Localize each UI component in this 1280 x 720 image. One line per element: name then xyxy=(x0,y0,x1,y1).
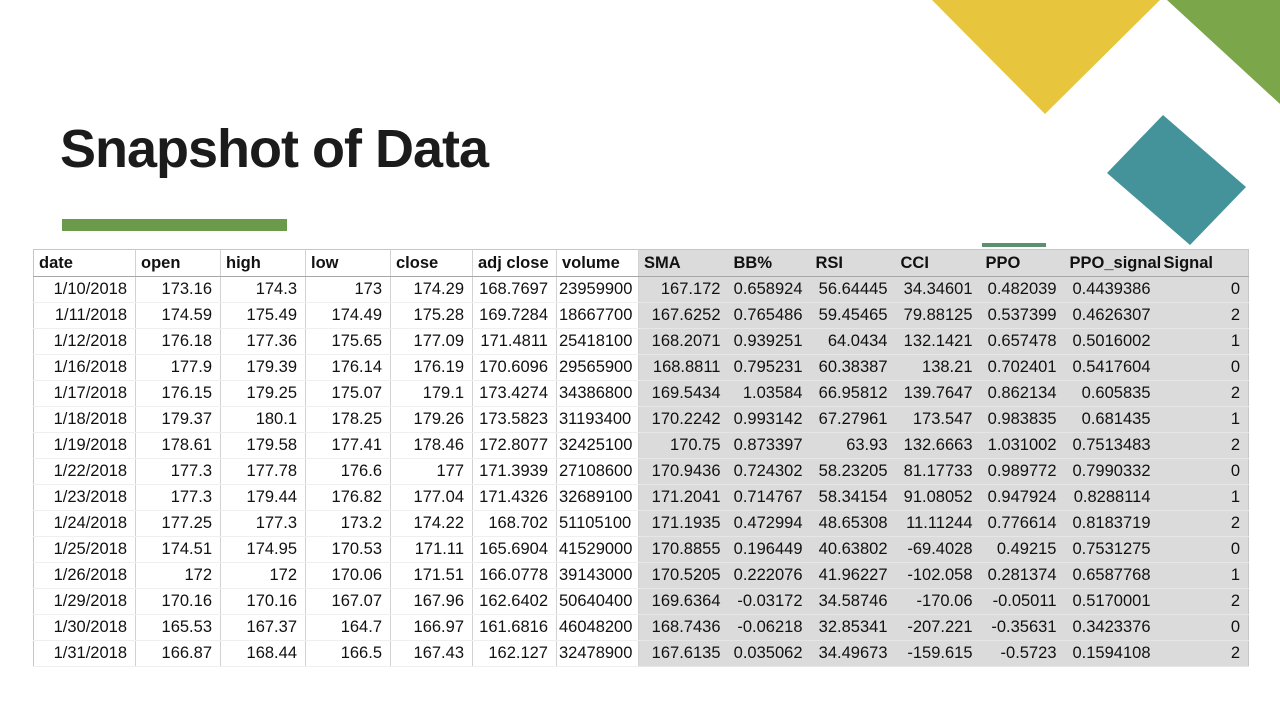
green-corner-shape xyxy=(1167,0,1280,104)
table-cell: 39143000 xyxy=(557,563,639,589)
table-cell: 0 xyxy=(1159,537,1249,563)
table-cell: -102.058 xyxy=(896,563,981,589)
table-cell: 170.9436 xyxy=(639,459,729,485)
table-cell: 0.681435 xyxy=(1065,407,1159,433)
table-cell: 174.51 xyxy=(136,537,221,563)
slide-title: Snapshot of Data xyxy=(60,119,489,179)
column-header-rsi: RSI xyxy=(811,250,896,277)
table-cell: 1/16/2018 xyxy=(34,355,136,381)
table-cell: 171.2041 xyxy=(639,485,729,511)
table-cell: 171.1935 xyxy=(639,511,729,537)
table-cell: 167.172 xyxy=(639,277,729,303)
table-cell: 173.2 xyxy=(306,511,391,537)
table-cell: 168.7697 xyxy=(473,277,557,303)
table-cell: 0.8183719 xyxy=(1065,511,1159,537)
table-cell: 1/26/2018 xyxy=(34,563,136,589)
table-cell: 175.65 xyxy=(306,329,391,355)
table-cell: 41.96227 xyxy=(811,563,896,589)
table-cell: 0.281374 xyxy=(981,563,1065,589)
table-cell: 177.36 xyxy=(221,329,306,355)
table-cell: 1/19/2018 xyxy=(34,433,136,459)
table-cell: 180.1 xyxy=(221,407,306,433)
table-cell: 0.993142 xyxy=(729,407,811,433)
table-cell: 132.1421 xyxy=(896,329,981,355)
table-cell: 1 xyxy=(1159,407,1249,433)
table-cell: 168.702 xyxy=(473,511,557,537)
table-cell: 32425100 xyxy=(557,433,639,459)
column-header-signal: Signal xyxy=(1159,250,1249,277)
table-cell: 170.2242 xyxy=(639,407,729,433)
table-cell: 167.6135 xyxy=(639,641,729,667)
table-cell: 2 xyxy=(1159,589,1249,615)
table-row xyxy=(34,355,1249,381)
table-cell: 169.6364 xyxy=(639,589,729,615)
table-cell: 138.21 xyxy=(896,355,981,381)
table-cell: 166.97 xyxy=(391,615,473,641)
table-cell: 1/25/2018 xyxy=(34,537,136,563)
table-cell: 25418100 xyxy=(557,329,639,355)
table-cell: 164.7 xyxy=(306,615,391,641)
column-header-bb-: BB% xyxy=(729,250,811,277)
table-cell: 170.06 xyxy=(306,563,391,589)
table-cell: 0.7990332 xyxy=(1065,459,1159,485)
table-cell: 0.035062 xyxy=(729,641,811,667)
table-cell: 1 xyxy=(1159,563,1249,589)
table-cell: -207.221 xyxy=(896,615,981,641)
table-cell: 0.49215 xyxy=(981,537,1065,563)
table-cell: 167.37 xyxy=(221,615,306,641)
data-table xyxy=(33,249,1249,667)
table-cell: 2 xyxy=(1159,381,1249,407)
table-cell: 168.2071 xyxy=(639,329,729,355)
table-cell: 29565900 xyxy=(557,355,639,381)
table-cell: 175.07 xyxy=(306,381,391,407)
column-header-high: high xyxy=(221,250,306,277)
table-cell: 59.45465 xyxy=(811,303,896,329)
table-cell: 1/29/2018 xyxy=(34,589,136,615)
table-cell: 178.61 xyxy=(136,433,221,459)
table-cell: 171.4326 xyxy=(473,485,557,511)
table-cell: 161.6816 xyxy=(473,615,557,641)
table-cell: 175.49 xyxy=(221,303,306,329)
table-cell: 167.07 xyxy=(306,589,391,615)
table-cell: 176.15 xyxy=(136,381,221,407)
table-cell: 79.88125 xyxy=(896,303,981,329)
table-cell: 177.25 xyxy=(136,511,221,537)
table-row xyxy=(34,277,1249,303)
table-cell: 167.96 xyxy=(391,589,473,615)
table-cell: 2 xyxy=(1159,641,1249,667)
table-cell: 179.1 xyxy=(391,381,473,407)
table-cell: 1/17/2018 xyxy=(34,381,136,407)
column-header-adj-close: adj close xyxy=(473,250,557,277)
table-cell: 176.14 xyxy=(306,355,391,381)
column-header-close: close xyxy=(391,250,473,277)
table-cell: 176.19 xyxy=(391,355,473,381)
table-cell: 1/11/2018 xyxy=(34,303,136,329)
table-cell: 34.49673 xyxy=(811,641,896,667)
table-cell: 177.9 xyxy=(136,355,221,381)
table-cell: 175.28 xyxy=(391,303,473,329)
column-header-open: open xyxy=(136,250,221,277)
table-cell: 0.8288114 xyxy=(1065,485,1159,511)
table-cell: 0.795231 xyxy=(729,355,811,381)
data-table-container xyxy=(33,249,1249,667)
table-cell: 168.8811 xyxy=(639,355,729,381)
table-cell: 0.7531275 xyxy=(1065,537,1159,563)
table-cell: 64.0434 xyxy=(811,329,896,355)
table-cell: -69.4028 xyxy=(896,537,981,563)
table-cell: 0.4626307 xyxy=(1065,303,1159,329)
table-cell: 0 xyxy=(1159,277,1249,303)
table-cell: 174.29 xyxy=(391,277,473,303)
table-row xyxy=(34,485,1249,511)
table-cell: 0.7513483 xyxy=(1065,433,1159,459)
table-cell: 170.53 xyxy=(306,537,391,563)
table-cell: 162.6402 xyxy=(473,589,557,615)
table-cell: 166.5 xyxy=(306,641,391,667)
table-cell: 0.862134 xyxy=(981,381,1065,407)
table-cell: 170.16 xyxy=(136,589,221,615)
table-cell: 171.11 xyxy=(391,537,473,563)
table-cell: 0.1594108 xyxy=(1065,641,1159,667)
title-accent-bar xyxy=(62,219,287,231)
table-row xyxy=(34,537,1249,563)
table-cell: -0.06218 xyxy=(729,615,811,641)
table-row xyxy=(34,329,1249,355)
teal-band-shape xyxy=(1107,115,1246,245)
table-cell: 177 xyxy=(391,459,473,485)
table-cell: 172.8077 xyxy=(473,433,557,459)
table-row xyxy=(34,641,1249,667)
table-cell: 174.22 xyxy=(391,511,473,537)
table-cell: 172 xyxy=(136,563,221,589)
table-cell: 0.196449 xyxy=(729,537,811,563)
table-cell: 0.537399 xyxy=(981,303,1065,329)
sage-line-accent xyxy=(982,243,1046,247)
table-header-row xyxy=(34,250,1249,277)
table-cell: -0.5723 xyxy=(981,641,1065,667)
column-header-cci: CCI xyxy=(896,250,981,277)
table-cell: 165.6904 xyxy=(473,537,557,563)
table-cell: 18667700 xyxy=(557,303,639,329)
table-cell: 0.6587768 xyxy=(1065,563,1159,589)
table-cell: 179.58 xyxy=(221,433,306,459)
table-cell: 178.25 xyxy=(306,407,391,433)
table-cell: 0.657478 xyxy=(981,329,1065,355)
table-cell: -0.35631 xyxy=(981,615,1065,641)
table-cell: 1/12/2018 xyxy=(34,329,136,355)
table-cell: 0.5016002 xyxy=(1065,329,1159,355)
table-cell: 167.6252 xyxy=(639,303,729,329)
table-cell: 170.8855 xyxy=(639,537,729,563)
table-row xyxy=(34,433,1249,459)
table-cell: 170.5205 xyxy=(639,563,729,589)
table-cell: 132.6663 xyxy=(896,433,981,459)
table-cell: 173.4274 xyxy=(473,381,557,407)
table-cell: 169.7284 xyxy=(473,303,557,329)
table-cell: 40.63802 xyxy=(811,537,896,563)
table-cell: -159.615 xyxy=(896,641,981,667)
column-header-sma: SMA xyxy=(639,250,729,277)
table-cell: 58.34154 xyxy=(811,485,896,511)
table-cell: 60.38387 xyxy=(811,355,896,381)
table-cell: 1.03584 xyxy=(729,381,811,407)
column-header-volume: volume xyxy=(557,250,639,277)
table-cell: 67.27961 xyxy=(811,407,896,433)
table-row xyxy=(34,407,1249,433)
table-cell: 179.26 xyxy=(391,407,473,433)
table-cell: 0.658924 xyxy=(729,277,811,303)
table-cell: 178.46 xyxy=(391,433,473,459)
table-cell: 177.3 xyxy=(221,511,306,537)
table-cell: 174.95 xyxy=(221,537,306,563)
table-cell: 179.25 xyxy=(221,381,306,407)
table-cell: 46048200 xyxy=(557,615,639,641)
table-cell: 91.08052 xyxy=(896,485,981,511)
table-cell: 27108600 xyxy=(557,459,639,485)
table-cell: 0.724302 xyxy=(729,459,811,485)
table-cell: 173.5823 xyxy=(473,407,557,433)
table-cell: 0.714767 xyxy=(729,485,811,511)
table-cell: -170.06 xyxy=(896,589,981,615)
table-cell: 176.18 xyxy=(136,329,221,355)
table-row xyxy=(34,381,1249,407)
table-cell: 34386800 xyxy=(557,381,639,407)
table-cell: 1.031002 xyxy=(981,433,1065,459)
table-cell: -0.05011 xyxy=(981,589,1065,615)
table-cell: 168.44 xyxy=(221,641,306,667)
table-cell: 32.85341 xyxy=(811,615,896,641)
table-cell: 56.64445 xyxy=(811,277,896,303)
table-cell: 177.3 xyxy=(136,459,221,485)
table-cell: 34.58746 xyxy=(811,589,896,615)
table-cell: 51105100 xyxy=(557,511,639,537)
table-cell: 167.43 xyxy=(391,641,473,667)
table-cell: 1 xyxy=(1159,329,1249,355)
table-cell: 165.53 xyxy=(136,615,221,641)
table-cell: 0.482039 xyxy=(981,277,1065,303)
column-header-ppo: PPO xyxy=(981,250,1065,277)
table-cell: 176.82 xyxy=(306,485,391,511)
table-cell: 139.7647 xyxy=(896,381,981,407)
table-cell: 177.78 xyxy=(221,459,306,485)
table-cell: 177.09 xyxy=(391,329,473,355)
table-cell: 171.51 xyxy=(391,563,473,589)
table-cell: 2 xyxy=(1159,303,1249,329)
table-cell: 170.16 xyxy=(221,589,306,615)
table-cell: 23959900 xyxy=(557,277,639,303)
column-header-low: low xyxy=(306,250,391,277)
table-cell: 0.983835 xyxy=(981,407,1065,433)
table-cell: 173 xyxy=(306,277,391,303)
table-cell: 50640400 xyxy=(557,589,639,615)
table-cell: 0.5170001 xyxy=(1065,589,1159,615)
table-cell: 0.4439386 xyxy=(1065,277,1159,303)
table-row xyxy=(34,511,1249,537)
table-cell: 0.939251 xyxy=(729,329,811,355)
table-cell: 31193400 xyxy=(557,407,639,433)
table-cell: 0.776614 xyxy=(981,511,1065,537)
table-cell: 0.873397 xyxy=(729,433,811,459)
table-cell: 0 xyxy=(1159,355,1249,381)
table-cell: 48.65308 xyxy=(811,511,896,537)
table-cell: 1/24/2018 xyxy=(34,511,136,537)
table-cell: 0.222076 xyxy=(729,563,811,589)
table-cell: 0.3423376 xyxy=(1065,615,1159,641)
table-cell: 170.75 xyxy=(639,433,729,459)
table-cell: 11.11244 xyxy=(896,511,981,537)
column-header-ppo-signal: PPO_signal xyxy=(1065,250,1159,277)
table-row xyxy=(34,459,1249,485)
table-cell: 81.17733 xyxy=(896,459,981,485)
table-cell: 171.3939 xyxy=(473,459,557,485)
table-cell: 0.5417604 xyxy=(1065,355,1159,381)
table-cell: 1 xyxy=(1159,485,1249,511)
table-row xyxy=(34,303,1249,329)
table-cell: 169.5434 xyxy=(639,381,729,407)
table-cell: 2 xyxy=(1159,511,1249,537)
table-cell: 177.3 xyxy=(136,485,221,511)
table-cell: 0.765486 xyxy=(729,303,811,329)
table-cell: 179.37 xyxy=(136,407,221,433)
table-cell: 176.6 xyxy=(306,459,391,485)
table-cell: 173.547 xyxy=(896,407,981,433)
table-cell: 0.472994 xyxy=(729,511,811,537)
table-cell: 1/22/2018 xyxy=(34,459,136,485)
table-cell: 170.6096 xyxy=(473,355,557,381)
table-cell: 66.95812 xyxy=(811,381,896,407)
table-cell: 0.989772 xyxy=(981,459,1065,485)
column-header-date: date xyxy=(34,250,136,277)
table-cell: 179.39 xyxy=(221,355,306,381)
table-row xyxy=(34,563,1249,589)
table-cell: 1/10/2018 xyxy=(34,277,136,303)
table-cell: 162.127 xyxy=(473,641,557,667)
table-cell: 174.49 xyxy=(306,303,391,329)
table-cell: 177.04 xyxy=(391,485,473,511)
table-cell: 166.0778 xyxy=(473,563,557,589)
table-cell: 0.605835 xyxy=(1065,381,1159,407)
table-cell: 1/23/2018 xyxy=(34,485,136,511)
table-cell: 0 xyxy=(1159,459,1249,485)
yellow-triangle-shape xyxy=(932,0,1160,114)
table-cell: 171.4811 xyxy=(473,329,557,355)
table-row xyxy=(34,589,1249,615)
table-cell: 168.7436 xyxy=(639,615,729,641)
table-cell: 179.44 xyxy=(221,485,306,511)
table-cell: 58.23205 xyxy=(811,459,896,485)
table-cell: 1/31/2018 xyxy=(34,641,136,667)
table-cell: 63.93 xyxy=(811,433,896,459)
table-cell: -0.03172 xyxy=(729,589,811,615)
table-cell: 0.947924 xyxy=(981,485,1065,511)
table-cell: 2 xyxy=(1159,433,1249,459)
table-cell: 172 xyxy=(221,563,306,589)
table-cell: 174.3 xyxy=(221,277,306,303)
table-cell: 166.87 xyxy=(136,641,221,667)
table-cell: 0 xyxy=(1159,615,1249,641)
table-cell: 1/30/2018 xyxy=(34,615,136,641)
table-cell: 174.59 xyxy=(136,303,221,329)
table-cell: 32689100 xyxy=(557,485,639,511)
table-cell: 32478900 xyxy=(557,641,639,667)
table-cell: 41529000 xyxy=(557,537,639,563)
table-cell: 34.34601 xyxy=(896,277,981,303)
table-cell: 173.16 xyxy=(136,277,221,303)
table-cell: 177.41 xyxy=(306,433,391,459)
table-row xyxy=(34,615,1249,641)
table-cell: 1/18/2018 xyxy=(34,407,136,433)
table-cell: 0.702401 xyxy=(981,355,1065,381)
